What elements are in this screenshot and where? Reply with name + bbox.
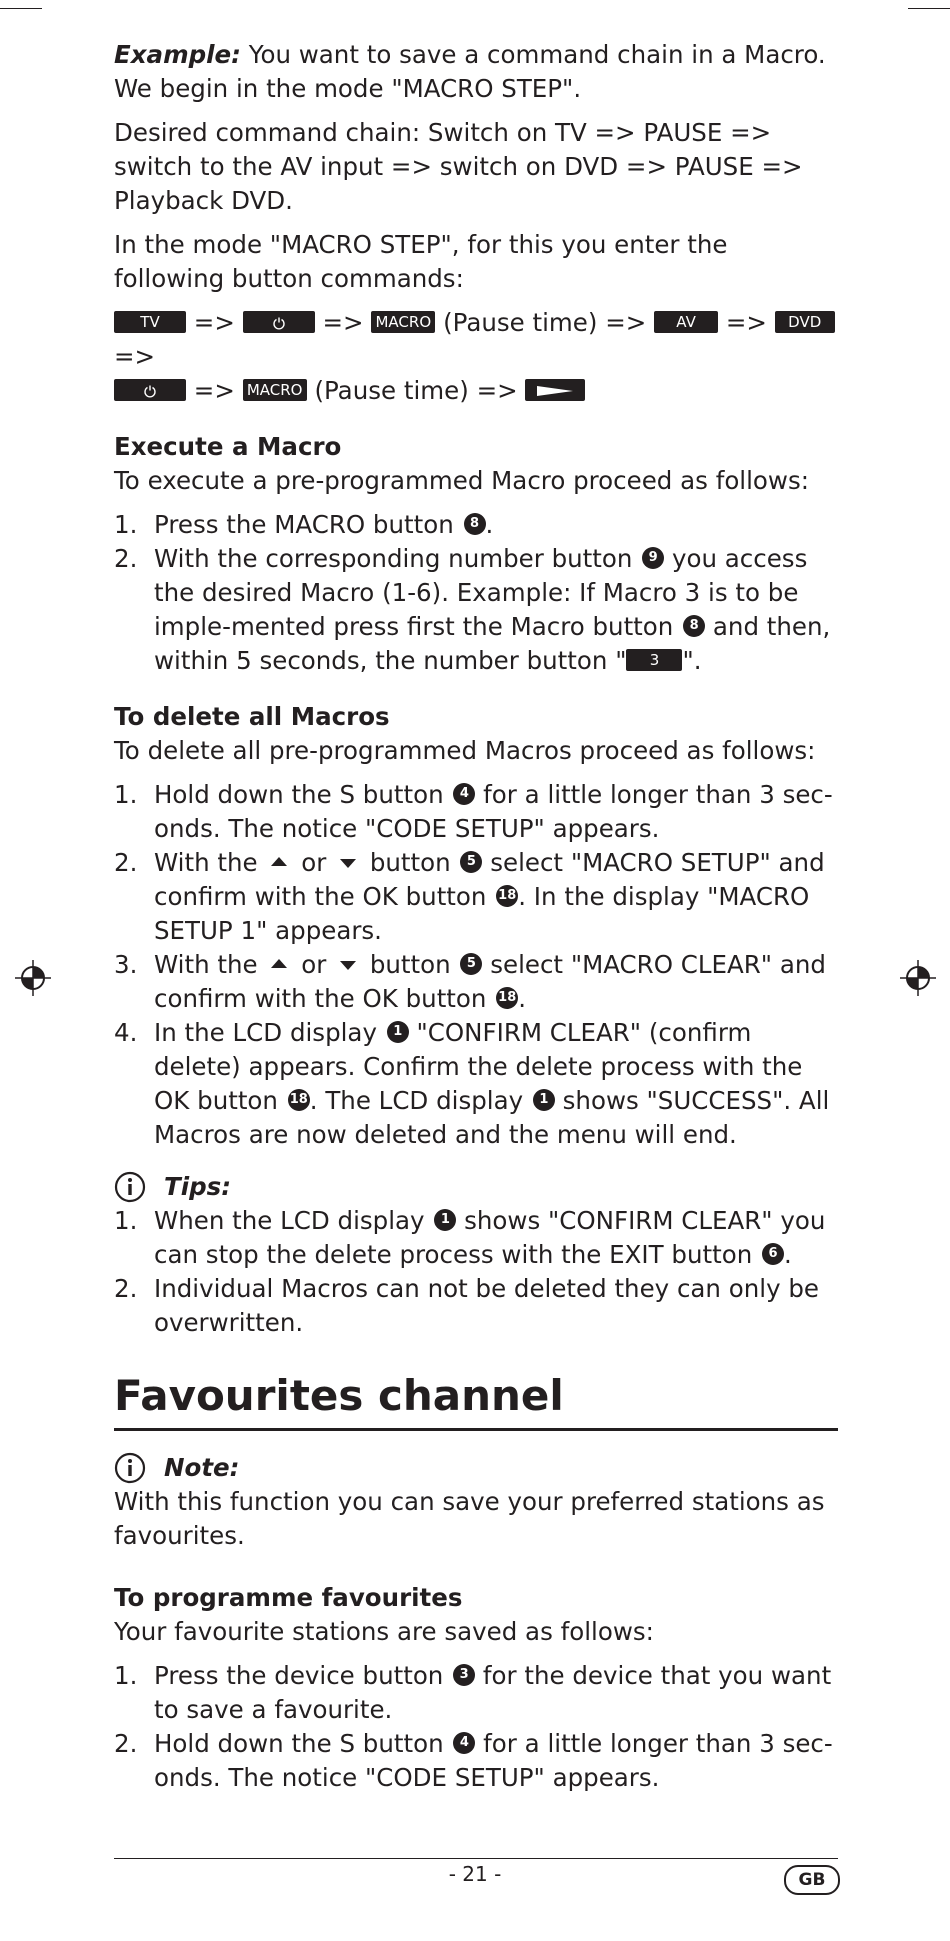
note-label: Note: [164, 1453, 240, 1482]
page-content [114, 38, 838, 1805]
power-icon [143, 384, 157, 398]
footer-divider [114, 1858, 838, 1859]
down-arrow-icon [340, 859, 356, 868]
power-icon [272, 316, 286, 330]
example-paragraph [114, 38, 838, 106]
note-text: With this function you can save your preferred stations as favourites. [114, 1487, 825, 1550]
list-item: 1. Press the device button 3 for the device that you want to save a favourite. [114, 1661, 832, 1724]
sequence-arrow: => [322, 308, 364, 337]
callout-badge: 4 [453, 1732, 475, 1754]
up-arrow-icon [271, 959, 287, 968]
tips-label: Tips: [164, 1172, 232, 1201]
tips-header [114, 1170, 838, 1204]
crop-mark-right [908, 8, 950, 9]
up-arrow-icon [271, 857, 287, 866]
crop-mark-left [0, 8, 42, 9]
macro-step-intro: In the mode "MACRO STEP", for this you enter the following button commands: [114, 230, 728, 293]
program-heading: To programme favourites [114, 1583, 463, 1612]
sequence-arrow: => [605, 308, 647, 337]
list-item: 2. Individual Macros can not be deleted they can only be overwritten. [114, 1274, 819, 1337]
play-icon [533, 385, 577, 397]
list-item: 1. Hold down the S button 4 for a little longer than 3 sec-onds. The notice "CODE SETUP" appears. [114, 780, 833, 843]
sequence-arrow: => [725, 308, 767, 337]
section-heading: Favourites channel [114, 1370, 838, 1431]
av-key: AV [654, 311, 718, 333]
down-arrow-icon [340, 961, 356, 970]
execute-heading: Execute a Macro [114, 432, 342, 461]
dvd-key: DVD [775, 311, 835, 333]
callout-badge: 5 [460, 851, 482, 873]
callout-badge: 8 [464, 513, 486, 535]
language-badge: GB [784, 1865, 840, 1895]
program-intro: Your favourite stations are saved as follows: [114, 1617, 654, 1646]
play-key [525, 379, 585, 401]
callout-badge: 1 [434, 1209, 456, 1231]
button-sequence [114, 306, 838, 408]
sequence-arrow: => [193, 376, 235, 405]
list-item: 2. Hold down the S button 4 for a little longer than 3 sec-onds. The notice "CODE SETUP" appears. [114, 1729, 833, 1792]
info-icon [114, 1452, 146, 1484]
list-item: 4. In the LCD display 1 "CONFIRM CLEAR" (confirm delete) appears. Confirm the delete process with the OK button 18. The LCD display 1 shows "SUCCESS". All Macros are now deleted and the menu will end. [114, 1018, 830, 1149]
power-key [243, 311, 315, 333]
sequence-arrow: => [114, 342, 156, 371]
desired-chain-paragraph: Desired command chain: Switch on TV => PAUSE => switch to the AV input => switch on DVD => PAUSE => Playback DVD. [114, 118, 803, 215]
callout-badge: 1 [533, 1089, 555, 1111]
page-number: - 21 - [448, 1862, 502, 1886]
execute-intro: To execute a pre-programmed Macro proceed as follows: [114, 466, 809, 495]
example-label: Example: [114, 40, 241, 69]
execute-steps [114, 508, 838, 678]
program-steps [114, 1659, 838, 1795]
list-item: 2. With the corresponding number button 9 you access the desired Macro (1-6). Example: If Macro 3 is to be imple-mented press first the Macro button 8 and then, within 5 seconds, the number button " 3 ". [114, 544, 831, 675]
callout-badge: 9 [642, 547, 664, 569]
info-icon [114, 1171, 146, 1203]
callout-badge: 18 [496, 987, 518, 1009]
list-item: 2. With the or button 5 select "MACRO SETUP" and confirm with the OK button 18. In the display "MACRO SETUP 1" appears. [114, 848, 825, 945]
example-text: You want to save a command chain in a Macro. We begin in the mode "MACRO STEP". [114, 40, 826, 103]
tv-key: TV [114, 311, 186, 333]
callout-badge: 6 [762, 1243, 784, 1265]
tips-list [114, 1204, 838, 1340]
callout-badge: 18 [496, 885, 518, 907]
note-header [114, 1451, 838, 1485]
macro-key: MACRO [243, 379, 307, 401]
pause-text: (Pause time) [314, 376, 469, 405]
list-item: 1. Press the MACRO button 8 . [114, 510, 494, 539]
registration-mark-icon [900, 960, 936, 996]
callout-badge: 5 [460, 953, 482, 975]
callout-badge: 1 [387, 1021, 409, 1043]
power-key [114, 379, 186, 401]
delete-heading: To delete all Macros [114, 702, 390, 731]
callout-badge: 4 [453, 783, 475, 805]
list-item: 1. When the LCD display 1 shows "CONFIRM CLEAR" you can stop the delete process with the EXIT button 6 . [114, 1206, 826, 1269]
sequence-arrow: => [476, 376, 518, 405]
delete-intro: To delete all pre-programmed Macros proceed as follows: [114, 736, 816, 765]
callout-badge: 3 [453, 1664, 475, 1686]
pause-text: (Pause time) [443, 308, 598, 337]
macro-key: MACRO [371, 311, 435, 333]
number-3-key: 3 [626, 649, 682, 671]
list-item: 3. With the or button 5 select "MACRO CLEAR" and confirm with the OK button 18. [114, 950, 826, 1013]
sequence-arrow: => [193, 308, 235, 337]
callout-badge: 18 [288, 1089, 310, 1111]
callout-badge: 8 [683, 615, 705, 637]
delete-steps [114, 778, 838, 1152]
registration-mark-icon [15, 960, 51, 996]
